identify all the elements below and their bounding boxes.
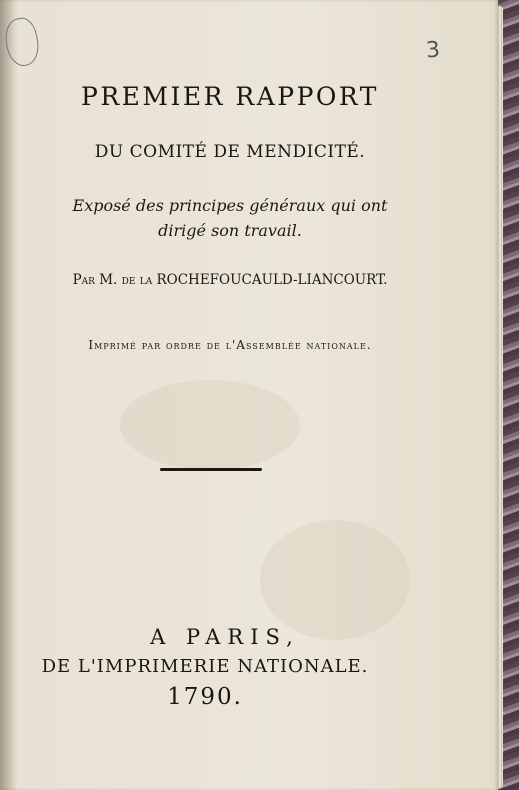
- pencil-page-number: 3: [425, 37, 441, 64]
- page-title: PREMIER RAPPORT: [81, 82, 379, 111]
- printer: DE L'IMPRIMERIE NATIONALE.: [41, 656, 369, 677]
- printed-by: Imprimé par ordre de l'Assemblée nationale.: [88, 338, 372, 352]
- paper-stain: [260, 520, 410, 640]
- author-name: ROCHEFOUCAULD-LIANCOURT.: [156, 272, 388, 288]
- divider-rule: [160, 468, 262, 471]
- paper-stain: [120, 380, 300, 470]
- author-prefix: Par M. de la: [72, 272, 153, 288]
- description: Exposé des principes généraux qui ont dirigé son travail.: [72, 196, 388, 240]
- subtitle: DU COMITÉ DE MENDICITÉ.: [94, 142, 366, 162]
- year: 1790.: [167, 684, 243, 710]
- author-line: [50, 272, 410, 288]
- place: A PARIS,: [150, 625, 300, 649]
